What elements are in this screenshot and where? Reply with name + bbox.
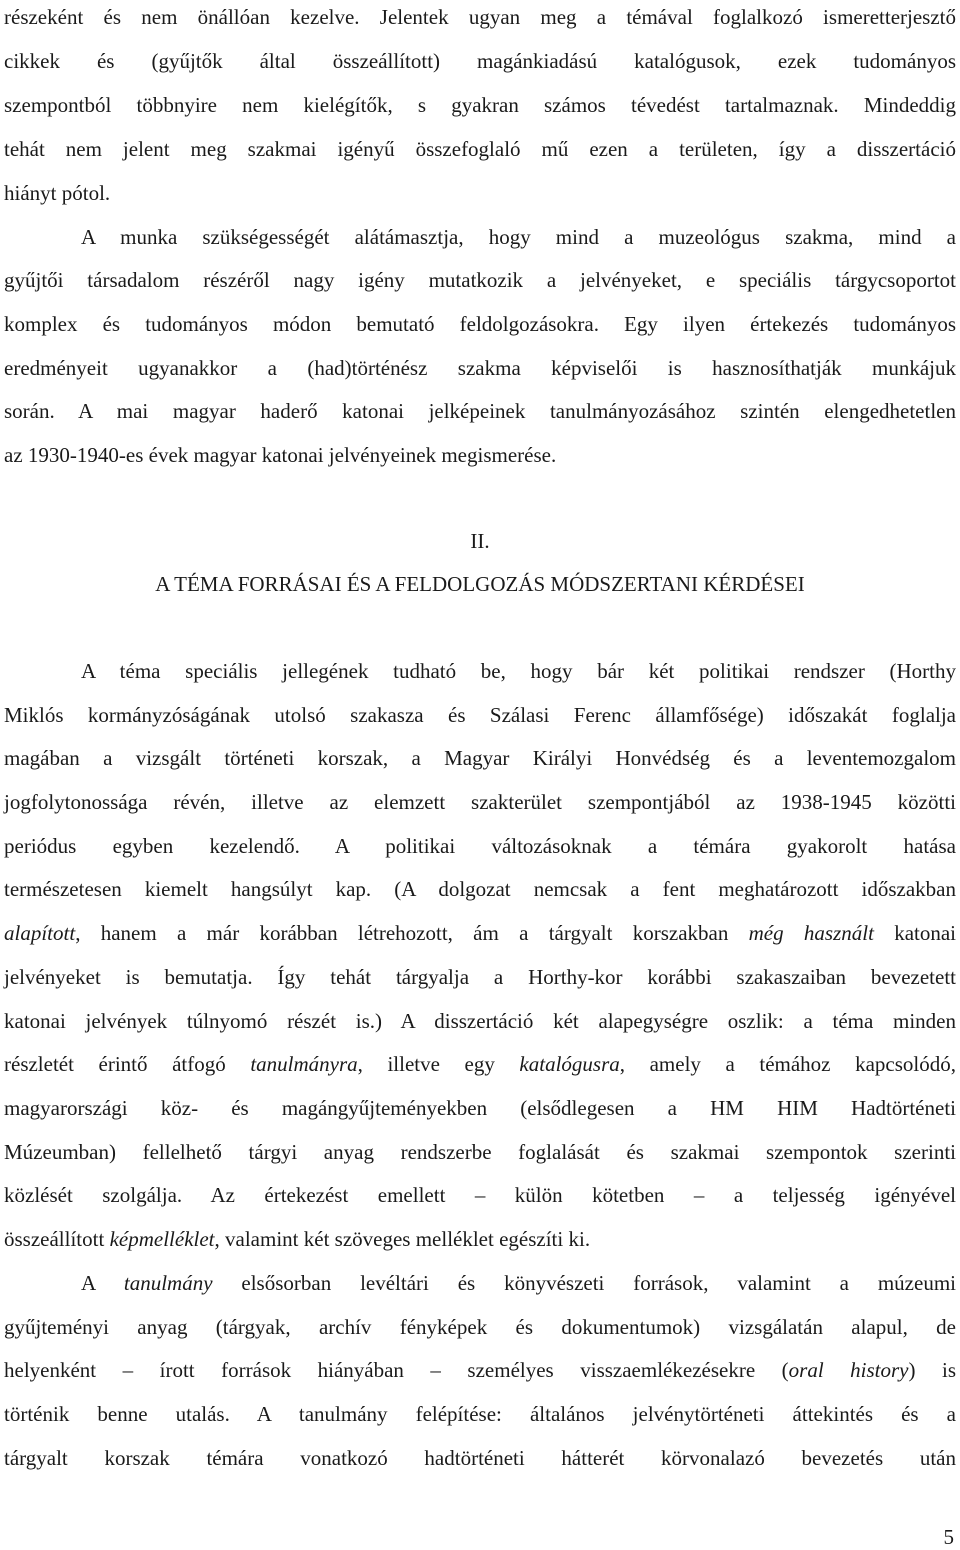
paragraph-3-line-9: katonai jelvények túlnyomó részét is.) A disszertáció két alapegységre oszlik: a téma minden (4, 1009, 956, 1033)
text-segment: ) is (908, 1358, 957, 1382)
paragraph-2-line-5: során. A mai magyar haderő katonai jelképeinek tanulmányozásához szintén elengedhetetlen (4, 399, 956, 423)
paragraph-2-line-3: komplex és tudományos módon bemutató feldolgozásokra. Egy ilyen értekezés tudományos (4, 312, 956, 336)
text-segment: A (81, 1271, 124, 1295)
paragraph-3-line-6: természetesen kiemelt hangsúlyt kap. (A dolgozat nemcsak a fent meghatározott időszakban (4, 877, 956, 901)
paragraph-2-line-1: A munka szükségességét alátámasztja, hogy mind a muzeológus szakma, mind a (81, 225, 956, 249)
text-segment: , hanem a már korábban létrehozott, ám a tárgyalt korszakban (75, 921, 749, 945)
paragraph-3-line-12: Múzeumban) fellelhető tárgyi anyag rendszerbe foglalását és szakmai szempontok szerinti (4, 1140, 956, 1164)
italic-term: katalógusra (519, 1052, 620, 1076)
paragraph-3-line-5: periódus egyben kezelendő. A politikai változásoknak a témára gyakorolt hatása (4, 834, 956, 858)
paragraph-4-line-4: történik benne utalás. A tanulmány felépítése: általános jelvénytörténeti áttekintés és a (4, 1402, 956, 1426)
text-segment: összeállított (4, 1227, 110, 1251)
paragraph-3-line-2: Miklós kormányzóságának utolsó szakasza és Szálasi Ferenc államfősége) időszakát foglalja (4, 703, 956, 727)
text-segment: , amely a témához kapcsolódó, (619, 1052, 956, 1076)
page-number: 5 (943, 1525, 954, 1549)
paragraph-4-line-2: gyűjteményi anyag (tárgyak, archív fényképek és dokumentumok) vizsgálatán alapul, de (4, 1315, 956, 1339)
paragraph-4-line-5: tárgyalt korszak témára vonatkozó hadtörténeti hátterét körvonalazó bevezetés után (4, 1446, 956, 1470)
italic-term: még használt (748, 921, 874, 945)
paragraph-2-line-6: az 1930-1940-es évek magyar katonai jelvényeinek megismerése. (4, 443, 557, 467)
paragraph-3-line-7 (4, 918, 956, 948)
text-segment: helyenként – írott források hiányában – személyes visszaemlékezésekre ( (4, 1358, 789, 1382)
section-title: A TÉMA FORRÁSAI ÉS A FELDOLGOZÁS MÓDSZERTANI KÉRDÉSEI (155, 572, 805, 596)
paragraph-3-line-13: közlését szolgálja. Az értekezést emellett – külön kötetben – a teljesség igényével (4, 1183, 956, 1207)
paragraph-3-line-10 (4, 1049, 956, 1079)
text-segment: katonai (873, 921, 957, 945)
italic-term: képmelléklet (109, 1227, 215, 1251)
italic-term: oral history (788, 1358, 909, 1382)
paragraph-1-line-3: szempontból többnyire nem kielégítők, s gyakran számos tévedést tartalmaznak. Mindeddig (4, 93, 956, 117)
paragraph-1-line-4: tehát nem jelent meg szakmai igényű összefoglaló mű ezen a területen, így a disszertáció (4, 137, 956, 161)
italic-term: tanulmányra (250, 1052, 358, 1076)
paragraph-4-line-1 (81, 1268, 956, 1298)
paragraph-3-line-14 (4, 1224, 956, 1254)
italic-term: alapított (4, 921, 76, 945)
paragraph-1-line-1: részeként és nem önállóan kezelve. Jelentek ugyan meg a témával foglalkozó ismeretterjesztő (4, 5, 956, 29)
paragraph-3-line-1: A téma speciális jellegének tudható be, hogy bár két politikai rendszer (Horthy (81, 659, 956, 683)
paragraph-3-line-8: jelvényeket is bemutatja. Így tehát tárgyalja a Horthy-kor korábbi szakaszaiban bevezetett (4, 965, 956, 989)
paragraph-4-line-3 (4, 1355, 956, 1385)
paragraph-3-line-11: magyarországi köz- és magángyűjteményekben (elsődlegesen a HM HIM Hadtörténeti (4, 1096, 956, 1120)
section-number: II. (470, 529, 490, 553)
text-segment: , valamint két szöveges melléklet egészíti ki. (214, 1227, 591, 1251)
text-segment: részletét érintő átfogó (4, 1052, 251, 1076)
italic-term: tanulmány (123, 1271, 213, 1295)
paragraph-2-line-4: eredményeit ugyanakkor a (had)történész szakma képviselői is hasznosíthatják munkájuk (4, 356, 956, 380)
text-segment: elsősorban levéltári és könyvészeti források, valamint a múzeumi (212, 1271, 956, 1295)
text-segment: , illetve egy (357, 1052, 520, 1076)
paragraph-1-line-2: cikkek és (gyűjtők által összeállított) magánkiadású katalógusok, ezek tudományos (4, 49, 956, 73)
paragraph-3-line-3: magában a vizsgált történeti korszak, a Magyar Királyi Honvédség és a leventemozgalom (4, 746, 956, 770)
paragraph-3-line-4: jogfolytonossága révén, illetve az elemzett szakterület szempontjából az 1938-1945 közötti (4, 790, 956, 814)
paragraph-2-line-2: gyűjtői társadalom részéről nagy igény mutatkozik a jelvényeket, e speciális tárgycsoportot (4, 268, 956, 292)
paragraph-1-line-5: hiányt pótol. (4, 181, 111, 205)
